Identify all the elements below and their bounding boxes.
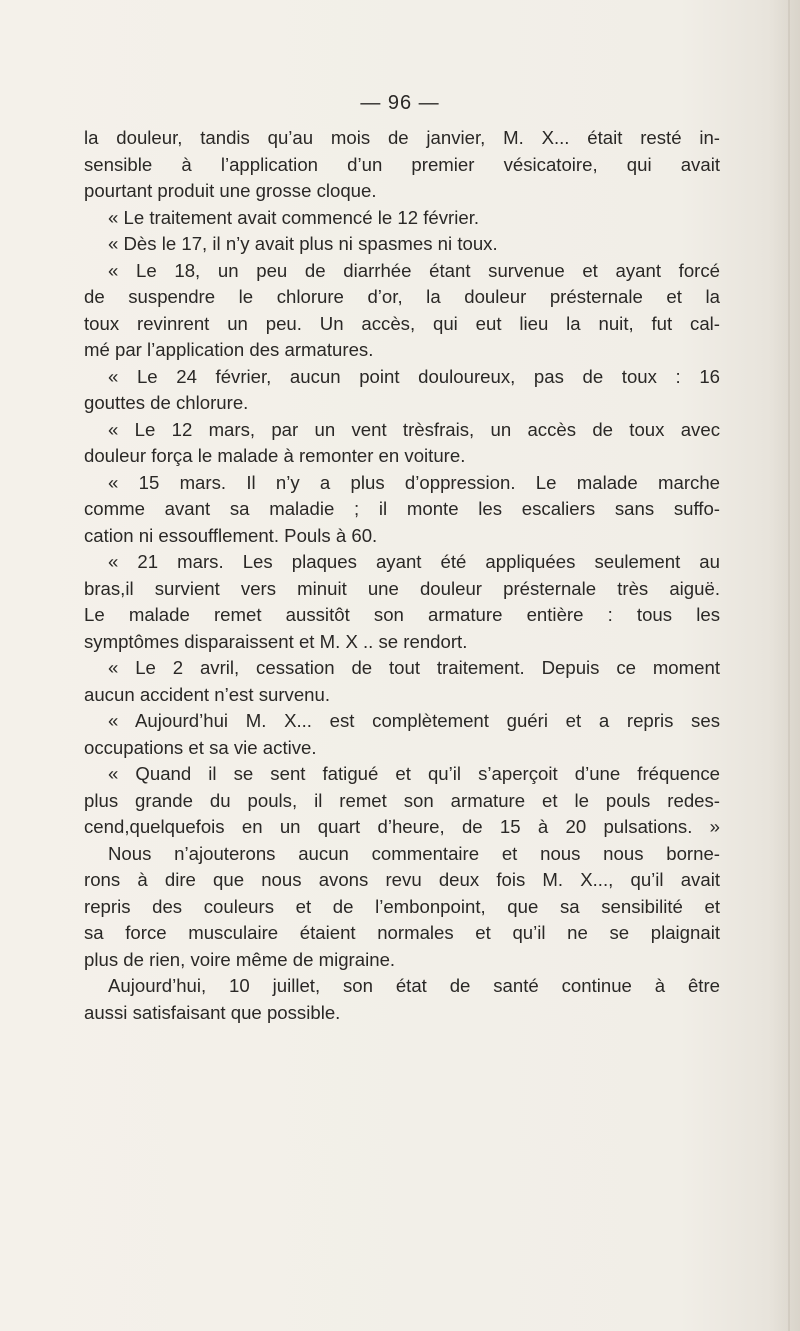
text-line: bras,il survient vers minuit une douleur présternale très aiguë.: [84, 577, 720, 599]
text-line: « Le 12 mars, par un vent trèsfrais, un accès de toux avec: [108, 418, 720, 440]
text-line: pourtant produit une grosse cloque.: [84, 180, 377, 201]
text-line: « Aujourd’hui M. X... est complètement guéri et a repris ses: [108, 710, 720, 731]
page-number: — 96 —: [360, 92, 440, 114]
text-line: symptômes disparaissent et M. X .. se rendort.: [84, 630, 468, 652]
text-line: rons à dire que nous avons revu deux fois M. X..., qu’il avait: [84, 869, 720, 890]
text-line: aussi satisfaisant que possible.: [84, 1001, 341, 1023]
text-line: mé par l’application des armatures.: [84, 339, 374, 360]
text-line: sa force musculaire étaient normales et qu’il ne se plaignait: [84, 922, 720, 943]
text-line: repris des couleurs et de l’embonpoint, que sa sensibilité et: [84, 895, 720, 917]
text-line: « Le 24 février, aucun point douloureux, pas de toux : 16: [108, 365, 720, 387]
text-line: comme avant sa maladie ; il monte les escaliers sans suffo-: [84, 498, 720, 519]
text-line: « Le traitement avait commencé le 12 février.: [108, 206, 480, 228]
page-edge: [788, 0, 790, 1331]
text-line: « 15 mars. Il n’y a plus d’oppression. Le malade marche: [108, 471, 720, 493]
text-line: Le malade remet aussitôt son armature entière : tous les: [84, 604, 720, 625]
text-line: la douleur, tandis qu’au mois de janvier, M. X... était resté in-: [84, 127, 720, 148]
text-line: douleur força le malade à remonter en voiture.: [84, 445, 466, 466]
text-line: Aujourd’hui, 10 juillet, son état de santé continue à être: [108, 975, 720, 996]
text-line: de suspendre le chlorure d’or, la douleur présternale et la: [84, 286, 720, 307]
text-line: « 21 mars. Les plaques ayant été appliquées seulement au: [108, 551, 720, 572]
text-line: cation ni essoufflement. Pouls à 60.: [84, 524, 378, 546]
text-line: « Quand il se sent fatigué et qu’il s’aperçoit d’une fréquence: [108, 763, 720, 784]
text-line: « Le 2 avril, cessation de tout traitement. Depuis ce moment: [108, 657, 720, 678]
text-line: « Dès le 17, il n’y avait plus ni spasmes ni toux.: [108, 233, 498, 254]
text-line: « Le 18, un peu de diarrhée étant survenue et ayant forcé: [108, 259, 720, 281]
text-line: plus de rien, voire même de migraine.: [84, 948, 396, 970]
text-line: occupations et sa vie active.: [84, 736, 317, 758]
text-line: plus grande du pouls, il remet son armature et le pouls redes-: [84, 789, 720, 811]
text-line: sensible à l’application d’un premier vésicatoire, qui avait: [84, 153, 720, 175]
text-line: gouttes de chlorure.: [84, 392, 249, 413]
body-text: [84, 125, 720, 1026]
text-line: aucun accident n’est survenu.: [84, 683, 331, 705]
text-line: toux revinrent un peu. Un accès, qui eut lieu la nuit, fut cal-: [84, 312, 720, 334]
text-line: cend,quelquefois en un quart d’heure, de 15 à 20 pulsations. »: [84, 816, 720, 837]
text-line: Nous n’ajouterons aucun commentaire et nous nous borne-: [108, 842, 720, 864]
